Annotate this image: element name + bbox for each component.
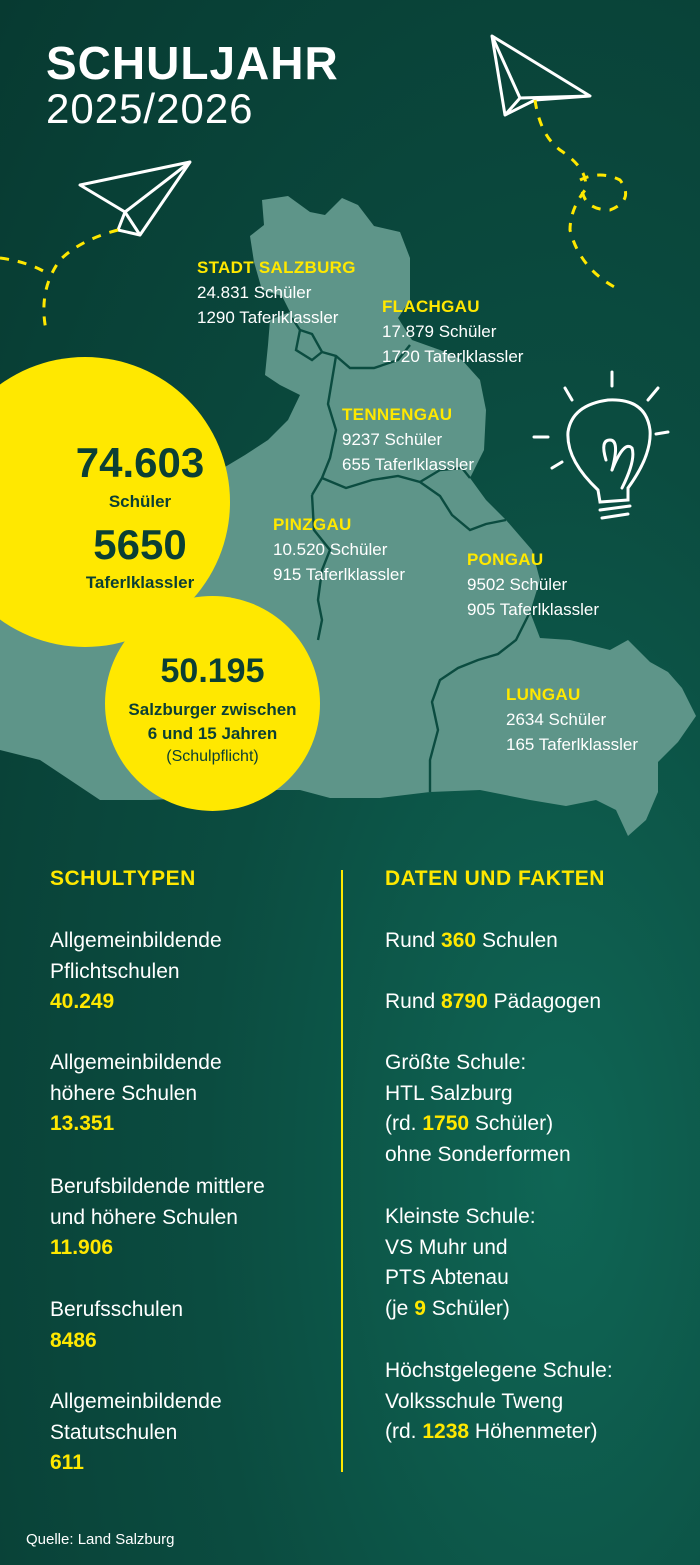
fact-text: Höchstgelegene Schule: (385, 1359, 613, 1382)
fact-smallest-school (385, 1202, 536, 1324)
fact-value: 360 (441, 929, 477, 952)
fact-value: 1750 (422, 1112, 470, 1135)
compulsory-note: (Schulpflicht) (166, 748, 259, 765)
school-type-count: 13.351 (50, 1112, 115, 1135)
school-type-name: Allgemeinbildende (50, 929, 222, 952)
fact-value: 1238 (422, 1420, 470, 1443)
fact-value: 9 (414, 1296, 426, 1320)
paper-plane-icon (492, 36, 590, 115)
fact-text: Pädagogen (493, 990, 602, 1013)
school-type-name: Allgemeinbildende (50, 1051, 222, 1074)
fact-text: Schüler) (431, 1296, 510, 1320)
fact-text: PTS Abtenau (385, 1266, 509, 1289)
region-first-graders: 165 Taferlklassler (506, 735, 638, 754)
compulsory-value: 50.195 (160, 652, 265, 690)
fact-teachers (385, 987, 601, 1018)
fact-text: Schulen (481, 929, 558, 952)
region-pupils: 17.879 Schüler (382, 322, 497, 341)
flight-path (535, 100, 620, 290)
fact-text: Rund (385, 990, 436, 1013)
school-type-item (50, 926, 222, 1018)
school-type-count: 8486 (50, 1328, 97, 1352)
region-pinzgau (273, 512, 405, 587)
region-pupils: 9502 Schüler (467, 575, 568, 594)
school-type-item (50, 1387, 222, 1479)
fact-highest-school (385, 1356, 613, 1448)
total-first-graders-value: 5650 (93, 521, 187, 568)
page-title: SCHULJAHR (46, 37, 339, 89)
region-lungau (506, 682, 638, 757)
school-type-name: Allgemeinbildende (50, 1390, 222, 1413)
school-type-name: höhere Schulen (50, 1081, 198, 1105)
light-bulb-icon (534, 372, 668, 518)
school-type-count: 11.906 (50, 1236, 114, 1259)
total-pupils-label: Schüler (108, 492, 172, 511)
compulsory-line1: Salzburger zwischen (128, 700, 297, 719)
flight-path (0, 258, 50, 275)
region-stadt-salzburg (197, 255, 356, 330)
school-type-item (50, 1048, 222, 1140)
region-pupils: 9237 Schüler (342, 430, 443, 449)
fact-text: Rund (385, 929, 436, 952)
region-first-graders: 1720 Taferlklassler (382, 347, 524, 366)
paper-plane-icon (80, 162, 190, 235)
compulsory-line2: 6 und 15 Jahren (147, 724, 278, 743)
compulsory-circle (105, 596, 320, 811)
flight-path (44, 230, 118, 330)
fact-text: HTL Salzburg (385, 1081, 513, 1105)
source-note: Quelle: Land Salzburg (26, 1531, 175, 1548)
region-first-graders: 905 Taferlklassler (467, 600, 599, 619)
total-first-graders-label: Taferlklassler (85, 573, 195, 592)
fact-text: Volksschule Tweng (385, 1389, 564, 1413)
region-first-graders: 655 Taferlklassler (342, 455, 474, 474)
page-subtitle-year: 2025/2026 (46, 85, 254, 132)
school-type-name: Pflichtschulen (50, 959, 180, 983)
region-flachgau (382, 294, 523, 369)
region-name: LUNGAU (506, 685, 581, 704)
school-type-count: 40.249 (50, 990, 115, 1013)
region-name: STADT SALZBURG (197, 258, 356, 277)
fact-schools (385, 926, 558, 957)
fact-text: (rd. (385, 1112, 417, 1135)
fact-largest-school (385, 1048, 571, 1170)
region-first-graders: 1290 Taferlklassler (197, 308, 339, 327)
fact-text: Höhenmeter) (474, 1420, 598, 1443)
region-pupils: 10.520 Schüler (273, 540, 388, 559)
school-type-item (50, 1172, 265, 1264)
school-type-name: Berufsschulen (50, 1298, 184, 1321)
region-name: PONGAU (467, 550, 544, 569)
school-type-count: 611 (50, 1451, 84, 1474)
region-first-graders: 915 Taferlklassler (273, 565, 405, 584)
region-pupils: 24.831 Schüler (197, 283, 312, 302)
region-name: PINZGAU (273, 515, 352, 534)
school-type-name: Statutschulen (50, 1420, 178, 1444)
region-tennengau (342, 402, 474, 477)
fact-text: Größte Schule: (385, 1051, 527, 1074)
facts-heading: DATEN UND FAKTEN (385, 867, 605, 890)
fact-text: Schüler) (474, 1112, 554, 1135)
total-pupils-value: 74.603 (75, 439, 205, 486)
fact-value: 8790 (441, 990, 488, 1013)
region-pupils: 2634 Schüler (506, 710, 607, 729)
column-divider (341, 870, 343, 1472)
region-pongau (467, 547, 599, 622)
fact-text: (rd. (385, 1420, 417, 1443)
fact-text: VS Muhr und (385, 1235, 508, 1259)
school-type-name: und höhere Schulen (50, 1205, 238, 1229)
fact-text: Kleinste Schule: (385, 1205, 536, 1228)
school-type-item (50, 1295, 183, 1356)
school-types-heading: SCHULTYPEN (50, 867, 196, 890)
region-name: TENNENGAU (342, 405, 453, 424)
region-name: FLACHGAU (382, 297, 480, 316)
fact-text: (je (385, 1296, 409, 1320)
fact-text: ohne Sonderformen (385, 1142, 571, 1166)
school-type-name: Berufsbildende mittlere (50, 1175, 265, 1198)
